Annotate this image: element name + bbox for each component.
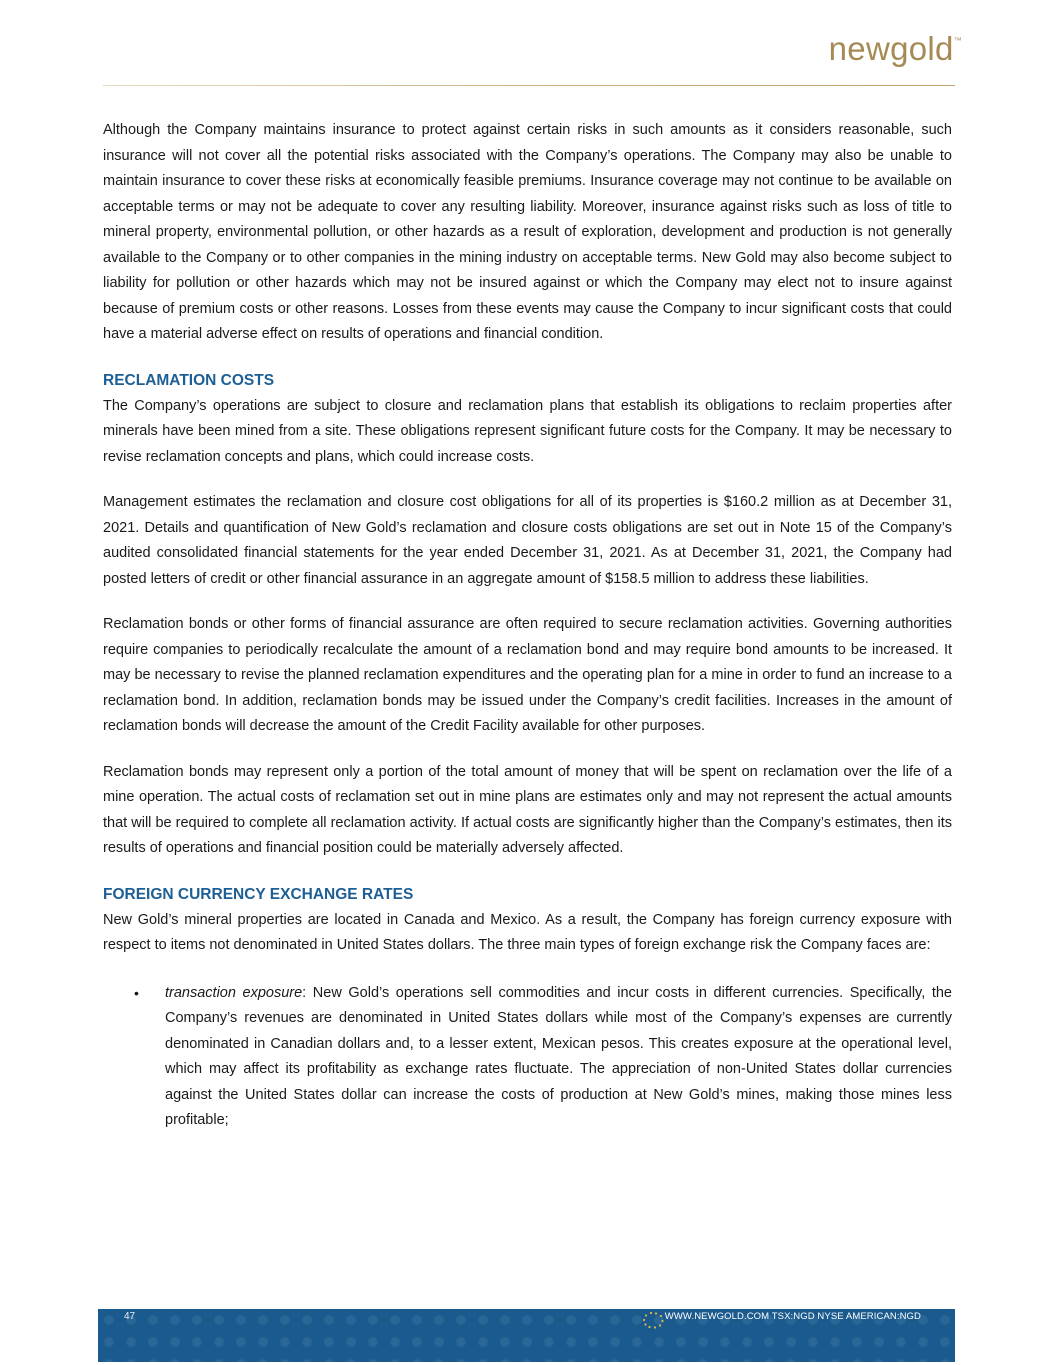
heading-reclamation-costs: RECLAMATION COSTS (103, 371, 275, 389)
newgold-logo (829, 30, 962, 68)
paragraph-reclamation-2: Management estimates the reclamation and closure cost obligations for all of its properties is $160.2 million as at December 31, 2021. Details and quantification of New Gold’s reclamation and closure costs obligations are set out in Note 15 of the Company’s audited consolidated financial statements for the year ended December 31, 2021. As at December 31, 2021, the Company had posted letters of credit or other financial assurance in an aggregate amount of $158.5 million to address these liabilities. (103, 494, 952, 587)
page-number: 47 (124, 1311, 136, 1322)
heading-foreign-currency: FOREIGN CURRENCY EXCHANGE RATES (103, 885, 414, 903)
paragraph-reclamation-4: Reclamation bonds may represent only a portion of the total amount of money that will be spent on reclamation over the life of a mine operation. The actual costs of reclamation set out in mine plans are estimates only and may not represent the actual amounts that will be required to complete all reclamation activity. If actual costs are significantly higher than the Company’s estimates, then its results of operations and financial position could be materially adversely affected. (103, 763, 952, 856)
paragraph-insurance: Although the Company maintains insurance to protect against certain risks in such amounts as it considers reasonable, such insurance will not cover all the potential risks associated with the Company’s operations. The Company may also be unable to maintain insurance to cover these risks at economically feasible premiums. Insurance coverage may not continue to be available on acceptable terms or may not be adequate to cover any resulting liability. Moreover, insurance against risks such as loss of title to mineral property, environmental pollution, or other hazards as a result of exploration, development and production is not generally available to the Company or to other companies in the mining industry on acceptable terms. New Gold may also become subject to liability for pollution or other hazards which may not be insured against or which the Company may elect not to insure against because of premium costs or other reasons. Losses from these events may cause the Company to incur significant costs that could have a material adverse effect on results of operations and financial condition. (103, 122, 952, 342)
bullet-text: : New Gold’s operations sell commodities and incur costs in different currencies. Specifically, the Company’s revenues are denominated in United States dollars while most of the Company’s expenses are currently denominated in Canadian dollars and, to a lesser extent, Mexican pesos. This creates exposure at the operational level, which may affect its profitability as exchange rates fluctuate. The appreciation of non-United States dollar currencies against the United States dollar can increase the costs of production at New Gold’s mines, making those mines less profitable; (165, 984, 952, 1128)
paragraph-fx-intro: New Gold’s mineral properties are located in Canada and Mexico. As a result, the Company has foreign currency exposure with respect to items not denominated in United States dollars. The three main types of foreign exchange risk the Company faces are: (103, 911, 952, 953)
fx-risk-list (103, 981, 952, 1134)
bullet-icon: • (134, 984, 139, 1001)
logo-trademark: ™ (953, 36, 962, 45)
bullet-term: transaction exposure (165, 984, 303, 1001)
header-divider (103, 85, 955, 86)
star-ring-icon (640, 1311, 666, 1329)
logo-text: newgold (828, 30, 954, 67)
list-item (103, 981, 952, 1134)
page-content (103, 118, 952, 1134)
footer-links[interactable]: WWW.NEWGOLD.COM TSX:NGD NYSE AMERICAN:NGD (664, 1311, 921, 1322)
paragraph-reclamation-3: Reclamation bonds or other forms of financial assurance are often required to secure reclamation activities. Governing authorities require companies to periodically recalculate the amount of a reclamation bond and may require bond amounts to be increased. It may be necessary to revise the planned reclamation expenditures and the operating plan for a mine in order to fund an increase to a reclamation bond. In addition, reclamation bonds may be issued under the Company’s credit facilities. Increases in the amount of reclamation bonds will decrease the amount of the Credit Facility available for other purposes. (103, 616, 952, 734)
page-footer (98, 1309, 955, 1362)
paragraph-reclamation-1: The Company’s operations are subject to closure and reclamation plans that establish its obligations to reclaim properties after minerals have been mined from a site. These obligations represent significant future costs for the Company. It may be necessary to revise reclamation concepts and plans, which could increase costs. (103, 397, 952, 465)
